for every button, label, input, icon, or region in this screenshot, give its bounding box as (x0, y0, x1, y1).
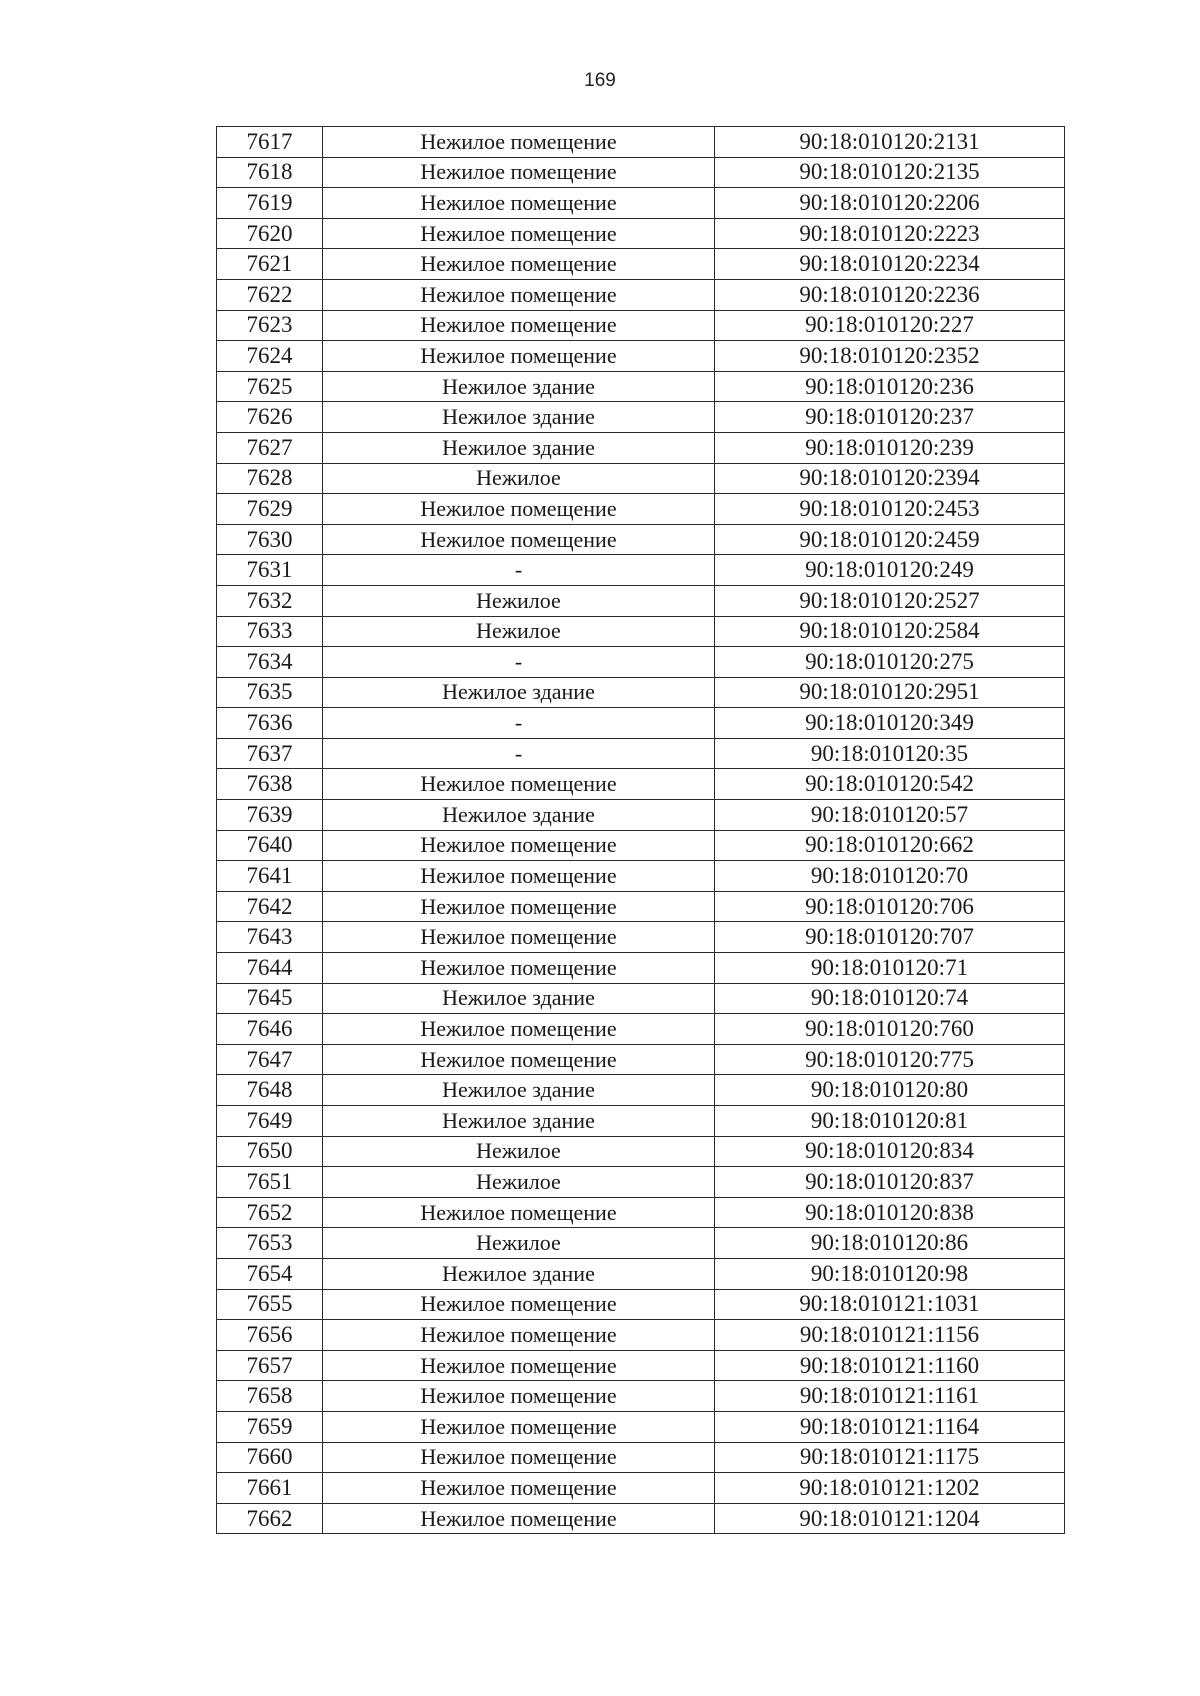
object-type-cell: Нежилое здание (323, 432, 715, 463)
table-row (217, 1381, 1065, 1412)
table-row (217, 402, 1065, 433)
object-type-cell: Нежилое помещение (323, 1197, 715, 1228)
object-type-cell: Нежилое здание (323, 402, 715, 433)
cadastral-number-cell: 90:18:010121:1161 (715, 1381, 1065, 1412)
object-type-cell: Нежилое (323, 616, 715, 647)
table-row (217, 769, 1065, 800)
cadastral-number-cell: 90:18:010120:70 (715, 861, 1065, 892)
row-number-cell: 7655 (217, 1289, 323, 1320)
table-row (217, 1473, 1065, 1504)
cadastral-number-cell: 90:18:010120:2584 (715, 616, 1065, 647)
cadastral-number-cell: 90:18:010121:1160 (715, 1350, 1065, 1381)
cadastral-number-cell: 90:18:010120:2459 (715, 524, 1065, 555)
object-type-cell: Нежилое помещение (323, 861, 715, 892)
row-number-cell: 7618 (217, 157, 323, 188)
row-number-cell: 7641 (217, 861, 323, 892)
cadastral-number-cell: 90:18:010120:2236 (715, 279, 1065, 310)
cadastral-number-cell: 90:18:010120:2234 (715, 249, 1065, 280)
row-number-cell: 7644 (217, 953, 323, 984)
row-number-cell: 7639 (217, 800, 323, 831)
object-type-cell: Нежилое помещение (323, 341, 715, 372)
row-number-cell: 7637 (217, 738, 323, 769)
cadastral-number-cell: 90:18:010121:1031 (715, 1289, 1065, 1320)
row-number-cell: 7622 (217, 279, 323, 310)
row-number-cell: 7624 (217, 341, 323, 372)
cadastral-number-cell: 90:18:010120:775 (715, 1044, 1065, 1075)
table-row (217, 188, 1065, 219)
table-row (217, 1228, 1065, 1259)
object-type-cell: Нежилое помещение (323, 1411, 715, 1442)
row-number-cell: 7656 (217, 1320, 323, 1351)
row-number-cell: 7619 (217, 188, 323, 219)
row-number-cell: 7634 (217, 647, 323, 678)
table-row (217, 953, 1065, 984)
object-type-cell: Нежилое помещение (323, 188, 715, 219)
cadastral-number-cell: 90:18:010120:2223 (715, 218, 1065, 249)
table-row (217, 1411, 1065, 1442)
cadastral-number-cell: 90:18:010120:35 (715, 738, 1065, 769)
object-type-cell: Нежилое помещение (323, 279, 715, 310)
table-row (217, 1014, 1065, 1045)
row-number-cell: 7635 (217, 677, 323, 708)
table-row (217, 1044, 1065, 1075)
cadastral-number-cell: 90:18:010121:1164 (715, 1411, 1065, 1442)
object-type-cell: Нежилое помещение (323, 891, 715, 922)
object-type-cell: - (323, 555, 715, 586)
row-number-cell: 7648 (217, 1075, 323, 1106)
table-row (217, 127, 1065, 158)
row-number-cell: 7633 (217, 616, 323, 647)
row-number-cell: 7626 (217, 402, 323, 433)
table-row (217, 1350, 1065, 1381)
object-type-cell: - (323, 647, 715, 678)
row-number-cell: 7647 (217, 1044, 323, 1075)
cadastral-number-cell: 90:18:010121:1202 (715, 1473, 1065, 1504)
cadastral-number-cell: 90:18:010120:2131 (715, 127, 1065, 158)
cadastral-number-cell: 90:18:010121:1156 (715, 1320, 1065, 1351)
row-number-cell: 7631 (217, 555, 323, 586)
object-type-cell: Нежилое помещение (323, 157, 715, 188)
object-type-cell: Нежилое (323, 1136, 715, 1167)
cadastral-number-cell: 90:18:010120:2206 (715, 188, 1065, 219)
row-number-cell: 7625 (217, 371, 323, 402)
row-number-cell: 7643 (217, 922, 323, 953)
cadastral-number-cell: 90:18:010120:706 (715, 891, 1065, 922)
table-row (217, 922, 1065, 953)
cadastral-number-cell: 90:18:010120:349 (715, 708, 1065, 739)
cadastral-number-cell: 90:18:010120:662 (715, 830, 1065, 861)
object-type-cell: Нежилое (323, 1228, 715, 1259)
table-row (217, 555, 1065, 586)
row-number-cell: 7658 (217, 1381, 323, 1412)
table-row (217, 371, 1065, 402)
table-row (217, 249, 1065, 280)
page-number: 169 (584, 70, 616, 91)
cadastral-number-cell: 90:18:010120:98 (715, 1258, 1065, 1289)
table-row (217, 1289, 1065, 1320)
table-row (217, 1167, 1065, 1198)
cadastral-number-cell: 90:18:010121:1204 (715, 1503, 1065, 1534)
object-type-cell: Нежилое (323, 463, 715, 494)
object-type-cell: Нежилое помещение (323, 218, 715, 249)
cadastral-number-cell: 90:18:010120:542 (715, 769, 1065, 800)
table-row (217, 708, 1065, 739)
row-number-cell: 7662 (217, 1503, 323, 1534)
object-type-cell: Нежилое помещение (323, 524, 715, 555)
table-row (217, 218, 1065, 249)
table-row (217, 738, 1065, 769)
cadastral-number-cell: 90:18:010120:2352 (715, 341, 1065, 372)
cadastral-number-cell: 90:18:010120:81 (715, 1106, 1065, 1137)
row-number-cell: 7627 (217, 432, 323, 463)
table-row (217, 524, 1065, 555)
object-type-cell: - (323, 708, 715, 739)
table-row (217, 463, 1065, 494)
table-row (217, 1136, 1065, 1167)
cadastral-number-cell: 90:18:010120:838 (715, 1197, 1065, 1228)
cadastral-number-cell: 90:18:010120:86 (715, 1228, 1065, 1259)
object-type-cell: Нежилое помещение (323, 1473, 715, 1504)
row-number-cell: 7628 (217, 463, 323, 494)
row-number-cell: 7649 (217, 1106, 323, 1137)
row-number-cell: 7623 (217, 310, 323, 341)
row-number-cell: 7654 (217, 1258, 323, 1289)
cadastral-number-cell: 90:18:010120:2135 (715, 157, 1065, 188)
object-type-cell: Нежилое помещение (323, 922, 715, 953)
cadastral-number-cell: 90:18:010120:275 (715, 647, 1065, 678)
table-row (217, 1258, 1065, 1289)
table-row (217, 677, 1065, 708)
object-type-cell: Нежилое здание (323, 1075, 715, 1106)
row-number-cell: 7650 (217, 1136, 323, 1167)
object-type-cell: Нежилое здание (323, 1106, 715, 1137)
cadastral-number-cell: 90:18:010120:837 (715, 1167, 1065, 1198)
object-type-cell: Нежилое помещение (323, 1289, 715, 1320)
cadastral-number-cell: 90:18:010120:2453 (715, 494, 1065, 525)
row-number-cell: 7646 (217, 1014, 323, 1045)
table-row (217, 1197, 1065, 1228)
cadastral-number-cell: 90:18:010120:237 (715, 402, 1065, 433)
cadastral-number-cell: 90:18:010120:227 (715, 310, 1065, 341)
object-type-cell: Нежилое помещение (323, 494, 715, 525)
cadastral-number-cell: 90:18:010120:834 (715, 1136, 1065, 1167)
object-type-cell: Нежилое помещение (323, 1503, 715, 1534)
table-row (217, 432, 1065, 463)
object-type-cell: Нежилое помещение (323, 1442, 715, 1473)
cadastral-number-cell: 90:18:010120:2527 (715, 585, 1065, 616)
table-row (217, 310, 1065, 341)
table-row (217, 1503, 1065, 1534)
table-row (217, 616, 1065, 647)
row-number-cell: 7645 (217, 983, 323, 1014)
object-type-cell: Нежилое здание (323, 371, 715, 402)
table-row (217, 1075, 1065, 1106)
cadastral-number-cell: 90:18:010120:236 (715, 371, 1065, 402)
row-number-cell: 7638 (217, 769, 323, 800)
row-number-cell: 7620 (217, 218, 323, 249)
row-number-cell: 7629 (217, 494, 323, 525)
row-number-cell: 7617 (217, 127, 323, 158)
object-type-cell: Нежилое помещение (323, 769, 715, 800)
object-type-cell: Нежилое здание (323, 800, 715, 831)
table-row (217, 830, 1065, 861)
table-row (217, 861, 1065, 892)
cadastral-number-cell: 90:18:010120:707 (715, 922, 1065, 953)
row-number-cell: 7653 (217, 1228, 323, 1259)
cadastral-number-cell: 90:18:010120:239 (715, 432, 1065, 463)
object-type-cell: Нежилое помещение (323, 1320, 715, 1351)
table-row (217, 585, 1065, 616)
object-type-cell: Нежилое помещение (323, 127, 715, 158)
cadastral-number-cell: 90:18:010120:71 (715, 953, 1065, 984)
object-type-cell: Нежилое помещение (323, 1350, 715, 1381)
cadastral-number-cell: 90:18:010120:57 (715, 800, 1065, 831)
object-type-cell: - (323, 738, 715, 769)
cadastral-number-cell: 90:18:010120:2951 (715, 677, 1065, 708)
object-type-cell: Нежилое помещение (323, 310, 715, 341)
object-type-cell: Нежилое помещение (323, 1044, 715, 1075)
row-number-cell: 7660 (217, 1442, 323, 1473)
cadastral-number-cell: 90:18:010120:760 (715, 1014, 1065, 1045)
table-row (217, 1442, 1065, 1473)
cadastral-number-cell: 90:18:010120:80 (715, 1075, 1065, 1106)
row-number-cell: 7661 (217, 1473, 323, 1504)
object-type-cell: Нежилое помещение (323, 953, 715, 984)
object-type-cell: Нежилое здание (323, 1258, 715, 1289)
table-body (217, 127, 1065, 1534)
table-row (217, 157, 1065, 188)
row-number-cell: 7640 (217, 830, 323, 861)
object-type-cell: Нежилое здание (323, 983, 715, 1014)
table-row (217, 983, 1065, 1014)
object-type-cell: Нежилое здание (323, 677, 715, 708)
table-row (217, 1320, 1065, 1351)
cadastral-number-cell: 90:18:010120:249 (715, 555, 1065, 586)
object-type-cell: Нежилое помещение (323, 249, 715, 280)
row-number-cell: 7657 (217, 1350, 323, 1381)
row-number-cell: 7642 (217, 891, 323, 922)
object-type-cell: Нежилое (323, 1167, 715, 1198)
row-number-cell: 7636 (217, 708, 323, 739)
cadastral-number-cell: 90:18:010120:2394 (715, 463, 1065, 494)
row-number-cell: 7632 (217, 585, 323, 616)
row-number-cell: 7630 (217, 524, 323, 555)
table-row (217, 800, 1065, 831)
table-row (217, 494, 1065, 525)
table-row (217, 647, 1065, 678)
table-row (217, 341, 1065, 372)
object-type-cell: Нежилое помещение (323, 830, 715, 861)
cadastral-number-cell: 90:18:010121:1175 (715, 1442, 1065, 1473)
table-row (217, 891, 1065, 922)
object-type-cell: Нежилое помещение (323, 1381, 715, 1412)
row-number-cell: 7651 (217, 1167, 323, 1198)
property-registry-table (216, 126, 1065, 1534)
object-type-cell: Нежилое (323, 585, 715, 616)
table-row (217, 279, 1065, 310)
cadastral-number-cell: 90:18:010120:74 (715, 983, 1065, 1014)
row-number-cell: 7652 (217, 1197, 323, 1228)
object-type-cell: Нежилое помещение (323, 1014, 715, 1045)
row-number-cell: 7659 (217, 1411, 323, 1442)
row-number-cell: 7621 (217, 249, 323, 280)
table-row (217, 1106, 1065, 1137)
